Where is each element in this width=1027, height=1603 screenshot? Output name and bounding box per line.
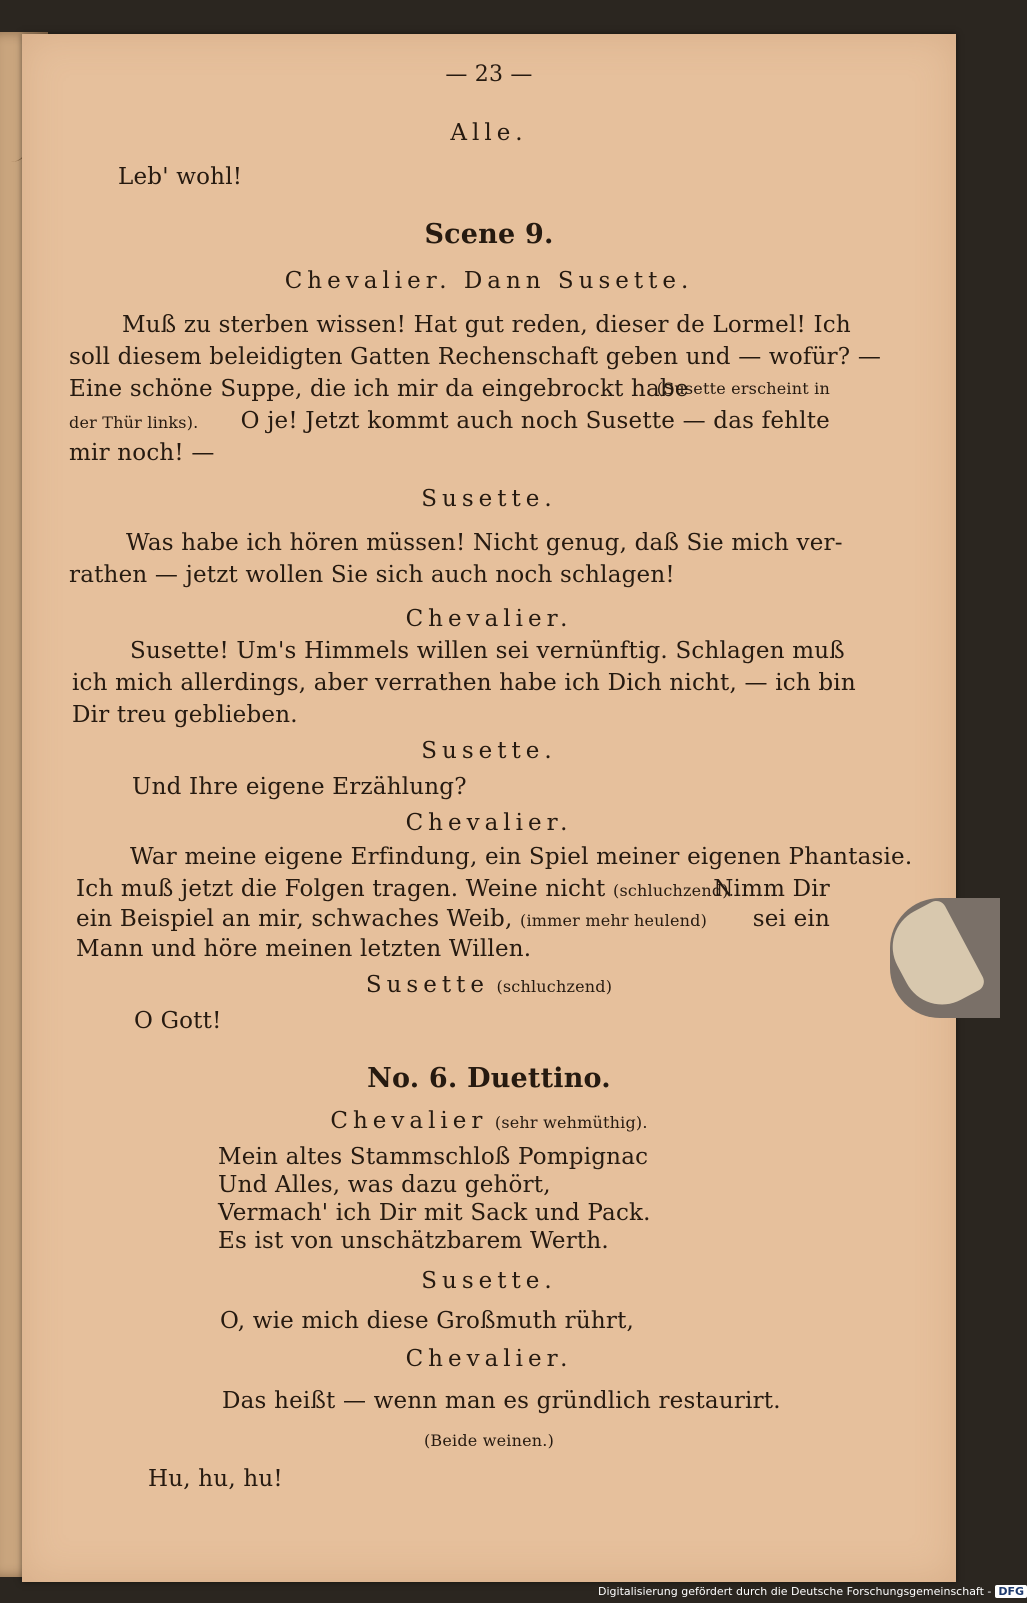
verse-line: Vermach' ich Dir mit Sack und Pack.: [218, 1200, 651, 1226]
scene-title: Scene 9.: [424, 219, 554, 250]
page-number: — 23 —: [445, 62, 533, 87]
speaker-chevalier: Chevalier.: [405, 1346, 573, 1372]
text-line: rathen — jetzt wollen Sie sich auch noch schlagen!: [69, 562, 675, 588]
text-line: [76, 904, 830, 936]
text-line: soll diesem beleidigten Gatten Rechenschaft geben und — wofür? —: [69, 344, 882, 370]
stage-direction: (sehr wehmüthig).: [494, 1113, 648, 1132]
text-fragment: ein Beispiel an mir, schwaches Weib,: [76, 906, 513, 932]
stage-direction: (immer mehr heulend): [520, 911, 708, 930]
text-fragment: Nimm Dir: [713, 876, 830, 902]
text-line: Muß zu sterben wissen! Hat gut reden, dieser de Lormel! Ich: [122, 312, 851, 338]
text-line: [76, 874, 830, 906]
stage-direction: der Thür links).: [69, 413, 199, 432]
text-line: mir noch! —: [69, 440, 215, 466]
verse-line: Mein altes Stammschloß Pompignac: [218, 1144, 649, 1170]
speaker-line: [22, 1106, 956, 1138]
verse-line: Es ist von unschätzbarem Werth.: [218, 1228, 609, 1254]
speaker-chevalier: Chevalier.: [405, 606, 573, 632]
text-line: Mann und höre meinen letzten Willen.: [76, 936, 532, 962]
book-page: [22, 34, 956, 1582]
speaker-susette: Susette: [365, 972, 489, 998]
page-tab-marker: [890, 898, 1000, 1018]
text-line: [69, 374, 830, 404]
speaker-susette: Susette.: [421, 1268, 557, 1294]
text-line: Hu, hu, hu!: [148, 1466, 283, 1492]
text-fragment: sei ein: [752, 906, 830, 932]
stage-direction: (schluchzend): [496, 977, 613, 996]
stage-direction: (Susette erscheint in: [656, 379, 830, 398]
text-line: Susette! Um's Himmels willen sei vernünftig. Schlagen muß: [130, 638, 845, 664]
text-fragment: O je! Jetzt kommt auch noch Susette — das fehlte: [240, 408, 830, 434]
verse-line: Und Alles, was dazu gehört,: [218, 1172, 551, 1198]
speaker-line: [22, 970, 956, 1002]
stage-direction: (Beide weinen.): [423, 1431, 555, 1450]
speaker-chevalier: Chevalier: [330, 1108, 488, 1134]
text-alle: Leb' wohl!: [118, 164, 243, 190]
text-line: Dir treu geblieben.: [72, 702, 298, 728]
text-fragment: Ich muß jetzt die Folgen tragen. Weine nicht: [76, 876, 606, 902]
scene-cast: Chevalier. Dann Susette.: [284, 268, 694, 294]
text-line: Was habe ich hören müssen! Nicht genug, daß Sie mich ver-: [126, 530, 843, 556]
dfg-logo: DFG: [995, 1585, 1027, 1598]
text-line: ich mich allerdings, aber verrathen habe ich Dich nicht, — ich bin: [72, 670, 856, 696]
speaker-susette: Susette.: [421, 738, 557, 764]
text-fragment: Eine schöne Suppe, die ich mir da eingebrockt habe: [69, 376, 689, 402]
footer-text: Digitalisierung gefördert durch die Deutsche Forschungsgemeinschaft -: [598, 1585, 992, 1598]
stage-direction: (schluchzend).: [613, 881, 735, 900]
verse-line: O, wie mich diese Großmuth rührt,: [220, 1308, 635, 1334]
text-line: [69, 406, 830, 438]
verse-line: Das heißt — wenn man es gründlich restaurirt.: [222, 1388, 781, 1414]
speaker-susette: Susette.: [421, 486, 557, 512]
speaker-chevalier: Chevalier.: [405, 810, 573, 836]
text-line: Und Ihre eigene Erzählung?: [132, 774, 467, 800]
text-line: War meine eigene Erfindung, ein Spiel meiner eigenen Phantasie.: [130, 844, 913, 870]
speaker-alle: Alle.: [450, 120, 528, 146]
number-title: No. 6. Duettino.: [367, 1063, 611, 1094]
text-line: O Gott!: [134, 1008, 222, 1034]
digitization-footer: [598, 1585, 1025, 1603]
